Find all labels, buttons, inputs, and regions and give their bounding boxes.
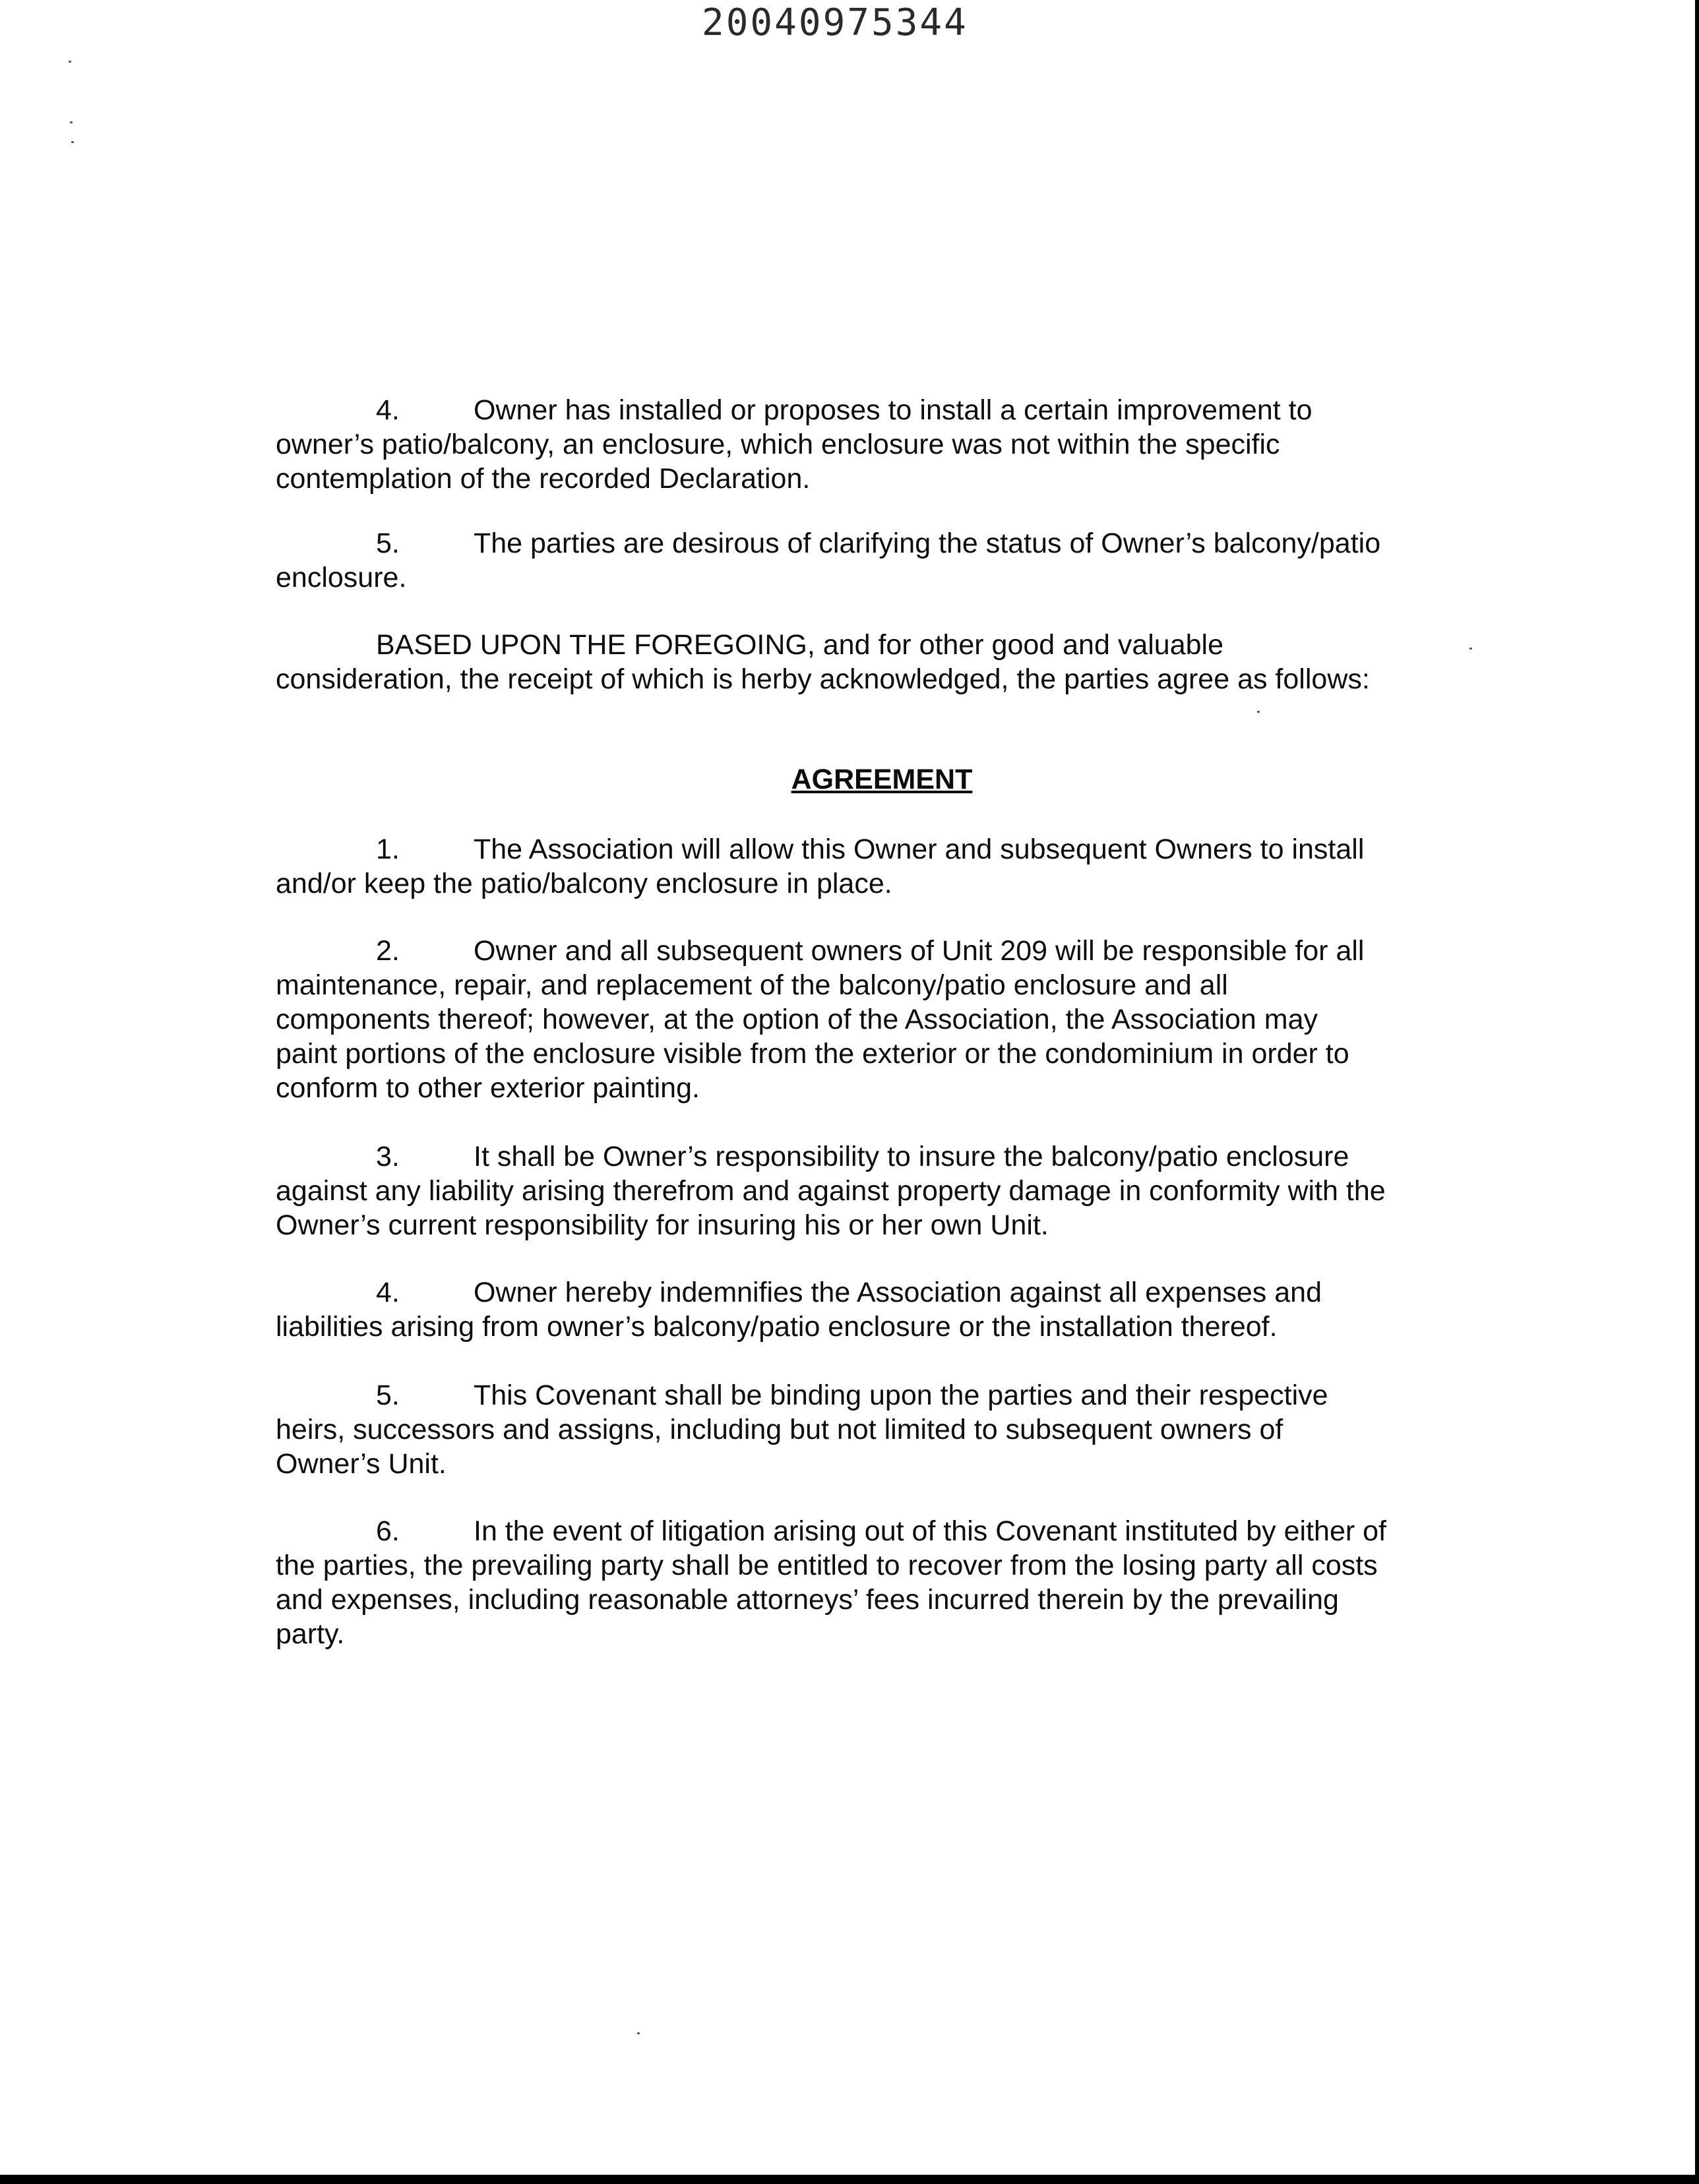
preamble-paragraph-5 bbox=[276, 526, 1483, 595]
clause-number: 4. bbox=[376, 1277, 400, 1308]
clause-number: 2. bbox=[376, 935, 400, 967]
clause-6 bbox=[276, 1514, 1483, 1651]
scan-speck bbox=[70, 121, 73, 123]
clause-line: In the event of litigation arising out of this Covenant instituted by either of bbox=[474, 1515, 1386, 1547]
clause-4 bbox=[276, 1275, 1483, 1344]
clause-line: liabilities arising from owner’s balcony/patio enclosure or the installation thereof. bbox=[276, 1311, 1278, 1343]
preamble-paragraph-4 bbox=[276, 393, 1483, 496]
paragraph-line: BASED UPON THE FOREGOING, and for other good and valuable bbox=[376, 629, 1224, 661]
clause-line: Owner and all subsequent owners of Unit 209 will be responsible for all bbox=[474, 935, 1365, 967]
scan-edge-right bbox=[1695, 0, 1699, 2184]
paragraph-line: Owner has installed or proposes to install a certain improvement to bbox=[474, 394, 1313, 426]
agreement-heading: AGREEMENT bbox=[791, 764, 973, 795]
clause-line: heirs, successors and assigns, including but not limited to subsequent owners of bbox=[276, 1414, 1283, 1445]
clause-line: party. bbox=[276, 1618, 345, 1650]
clause-number: 5. bbox=[376, 1380, 400, 1411]
paragraph-number: 4. bbox=[376, 394, 400, 426]
paragraph-number: 5. bbox=[376, 528, 400, 559]
clause-number: 1. bbox=[376, 834, 400, 865]
paragraph-line: The parties are desirous of clarifying the status of Owner’s balcony/patio bbox=[474, 528, 1381, 559]
clause-line: Owner’s Unit. bbox=[276, 1448, 447, 1480]
clause-line: This Covenant shall be binding upon the parties and their respective bbox=[474, 1380, 1328, 1411]
scan-speck bbox=[69, 61, 71, 63]
clause-line: It shall be Owner’s responsibility to insure the balcony/patio enclosure bbox=[474, 1141, 1349, 1172]
clause-line: and expenses, including reasonable attorneys’ fees incurred therein by the prevailing bbox=[276, 1584, 1339, 1616]
paragraph-line: contemplation of the recorded Declaration. bbox=[276, 463, 811, 495]
scan-speck bbox=[637, 2032, 640, 2034]
clause-line: against any liability arising therefrom and against property damage in conformity with the bbox=[276, 1175, 1386, 1207]
document-number: 20040975344 bbox=[702, 1, 968, 44]
clause-number: 6. bbox=[376, 1515, 400, 1547]
paragraph-line: enclosure. bbox=[276, 562, 407, 593]
clause-line: Owner hereby indemnifies the Association against all expenses and bbox=[474, 1277, 1322, 1308]
paragraph-line: consideration, the receipt of which is herby acknowledged, the parties agree as follows: bbox=[276, 663, 1370, 695]
based-upon-paragraph bbox=[276, 628, 1483, 696]
clause-number: 3. bbox=[376, 1141, 400, 1172]
clause-line: Owner’s current responsibility for insuring his or her own Unit. bbox=[276, 1209, 1049, 1241]
paragraph-line: owner’s patio/balcony, an enclosure, which enclosure was not within the specific bbox=[276, 429, 1280, 460]
clause-line: and/or keep the patio/balcony enclosure in place. bbox=[276, 868, 892, 899]
clause-2 bbox=[276, 934, 1483, 1105]
clause-line: components thereof; however, at the option of the Association, the Association may bbox=[276, 1004, 1318, 1035]
clause-1 bbox=[276, 832, 1483, 901]
clause-line: conform to other exterior painting. bbox=[276, 1072, 700, 1104]
scan-speck bbox=[1257, 711, 1260, 713]
scan-edge-bottom bbox=[0, 2175, 1699, 2184]
clause-line: The Association will allow this Owner and subsequent Owners to install bbox=[474, 834, 1365, 865]
scan-speck bbox=[71, 141, 74, 143]
clause-line: paint portions of the enclosure visible from the exterior or the condominium in order to bbox=[276, 1038, 1349, 1070]
clause-line: maintenance, repair, and replacement of the balcony/patio enclosure and all bbox=[276, 969, 1228, 1001]
clause-3 bbox=[276, 1139, 1483, 1242]
clause-line: the parties, the prevailing party shall be entitled to recover from the losing party all costs bbox=[276, 1550, 1378, 1581]
clause-5 bbox=[276, 1378, 1483, 1481]
